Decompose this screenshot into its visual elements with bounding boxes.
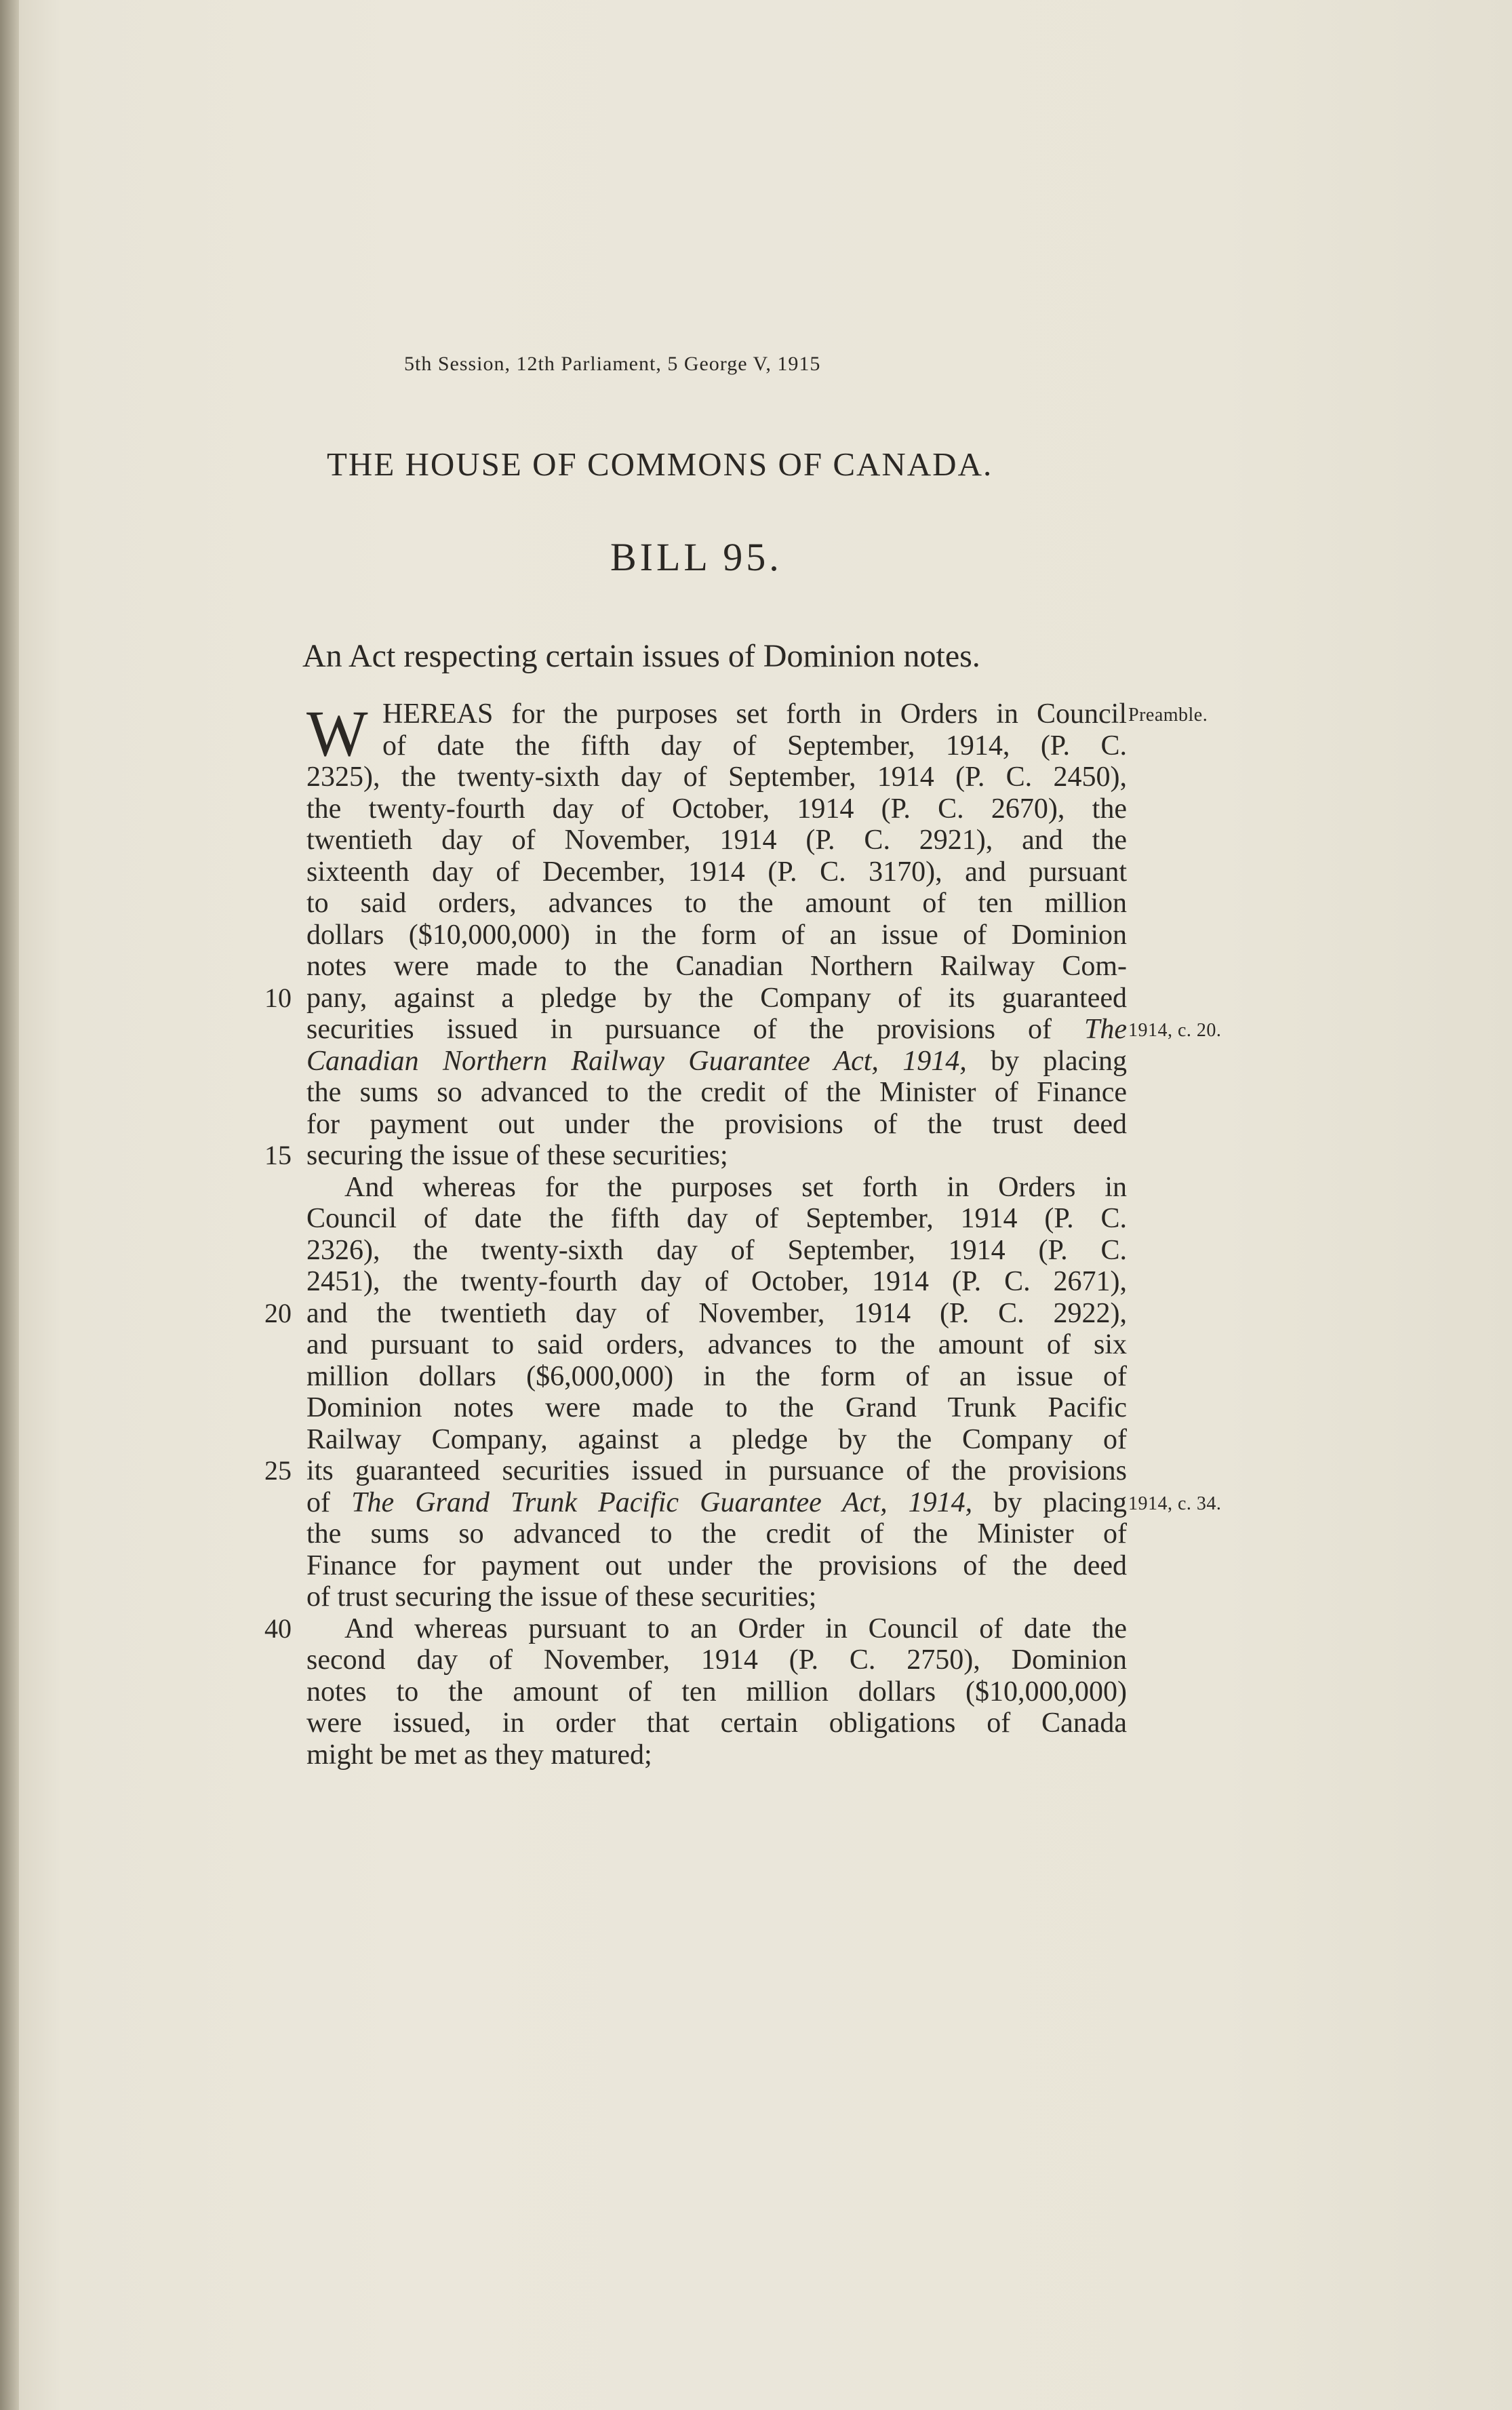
text-line — [306, 1739, 1127, 1771]
text-line — [306, 1424, 1127, 1456]
line-text: And whereas pursuant to an Order in Council of date the — [344, 1613, 1127, 1644]
book-spine-shadow — [0, 0, 19, 2410]
line-text: and the twentieth day of November, 1914 (P. C. 2922), — [306, 1297, 1127, 1329]
text-line — [306, 1644, 1127, 1676]
line-text: for payment out under the provisions of the trust deed — [306, 1108, 1127, 1140]
text-line — [306, 1109, 1127, 1141]
line-text: the sums so advanced to the credit of the Minister of — [306, 1518, 1127, 1549]
line-number: 40 — [264, 1613, 292, 1644]
text-line — [264, 982, 1127, 1014]
line-text: to said orders, advances to the amount of ten million — [306, 888, 1127, 919]
text-line — [306, 1172, 1127, 1204]
text-line — [306, 856, 1127, 888]
text-line — [264, 1455, 1127, 1487]
line-text: of trust securing the issue of these securities; — [306, 1581, 817, 1613]
bill-number: BILL 95. — [610, 535, 782, 579]
text-line — [306, 1014, 1222, 1046]
margin-note: 1914, c. 34. — [1128, 1493, 1222, 1514]
text-line — [306, 1046, 1127, 1078]
line-text: Canadian Northern Railway Guarantee Act, 1914, by placing — [306, 1045, 1127, 1077]
text-line — [306, 825, 1127, 856]
text-line — [306, 1077, 1127, 1109]
line-number: 15 — [264, 1140, 292, 1170]
line-text: second day of November, 1914 (P. C. 2750), Dominion — [306, 1644, 1127, 1676]
line-text: 2325), the twenty-sixth day of September, 1914 (P. C. 2450), — [306, 762, 1127, 793]
line-text: notes were made to the Canadian Northern Railway Com- — [306, 951, 1127, 982]
text-line — [306, 1486, 1222, 1519]
text-line — [306, 730, 1127, 762]
line-number: 20 — [264, 1297, 292, 1328]
line-text: million dollars ($6,000,000) in the form of an issue of — [306, 1360, 1127, 1392]
text-line — [306, 1235, 1127, 1267]
text-line — [306, 1361, 1127, 1393]
line-text: the sums so advanced to the credit of the Minister of Finance — [306, 1077, 1127, 1108]
line-number: 10 — [264, 982, 292, 1013]
margin-note: Preamble. — [1128, 705, 1208, 726]
line-text: securing the issue of these securities; — [306, 1140, 728, 1171]
bill-body — [264, 697, 1222, 1771]
text-line — [306, 1392, 1127, 1424]
line-text: notes to the amount of ten million dollars ($10,000,000) — [306, 1676, 1127, 1707]
text-line — [306, 1203, 1127, 1235]
line-number: 25 — [264, 1455, 292, 1486]
act-title: An Act respecting certain issues of Dominion notes. — [302, 638, 980, 674]
line-text: sixteenth day of December, 1914 (P. C. 3170), and pursuant — [306, 856, 1127, 888]
line-text: Council of date the fifth day of September, 1914 (P. C. — [306, 1203, 1127, 1234]
line-text: securities issued in pursuance of the provisions of The — [306, 1014, 1127, 1045]
text-line — [306, 1581, 1127, 1613]
text-line — [306, 1266, 1127, 1298]
line-text: pany, against a pledge by the Company of its guaranteed — [306, 982, 1127, 1014]
line-text: Dominion notes were made to the Grand Trunk Pacific — [306, 1392, 1127, 1423]
text-line — [264, 1613, 1127, 1645]
line-text: HEREAS for the purposes set forth in Orders in Council — [382, 698, 1127, 730]
line-text: were issued, in order that certain obligations of Canada — [306, 1707, 1127, 1739]
text-line — [264, 1140, 1127, 1172]
line-text: of The Grand Trunk Pacific Guarantee Act, 1914, by placing — [306, 1486, 1128, 1518]
drop-cap: W — [306, 697, 368, 770]
text-line — [306, 698, 1208, 730]
text-line — [264, 1297, 1127, 1330]
text-line — [306, 762, 1127, 793]
text-line — [306, 1518, 1127, 1550]
line-text: 2326), the twenty-sixth day of September, 1914 (P. C. — [306, 1234, 1127, 1266]
line-text: might be met as they matured; — [306, 1739, 652, 1771]
line-text: Finance for payment out under the provisions of the deed — [306, 1549, 1127, 1581]
line-text: the twenty-fourth day of October, 1914 (P. C. 2670), the — [306, 793, 1127, 825]
margin-note: 1914, c. 20. — [1128, 1020, 1222, 1041]
text-line — [306, 951, 1127, 983]
text-line — [306, 1707, 1127, 1739]
line-text: and pursuant to said orders, advances to the amount of six — [306, 1329, 1127, 1360]
text-line — [306, 888, 1127, 920]
house-heading: THE HOUSE OF COMMONS OF CANADA. — [327, 446, 993, 483]
text-line — [306, 920, 1127, 951]
text-line — [306, 1550, 1127, 1582]
line-text: dollars ($10,000,000) in the form of an issue of Dominion — [306, 919, 1127, 951]
line-text: And whereas for the purposes set forth in Orders in — [344, 1171, 1127, 1203]
text-line — [306, 1329, 1127, 1361]
line-text: twentieth day of November, 1914 (P. C. 2921), and the — [306, 825, 1127, 856]
session-heading: 5th Session, 12th Parliament, 5 George V, 1915 — [404, 353, 821, 375]
line-text: of date the fifth day of September, 1914, (P. C. — [382, 730, 1127, 762]
line-text: its guaranteed securities issued in pursuance of the provisions — [306, 1455, 1127, 1486]
text-line — [306, 1676, 1127, 1708]
line-text: 2451), the twenty-fourth day of October, 1914 (P. C. 2671), — [306, 1266, 1127, 1297]
text-line — [306, 793, 1127, 825]
line-text: Railway Company, against a pledge by the Company of — [306, 1423, 1127, 1455]
